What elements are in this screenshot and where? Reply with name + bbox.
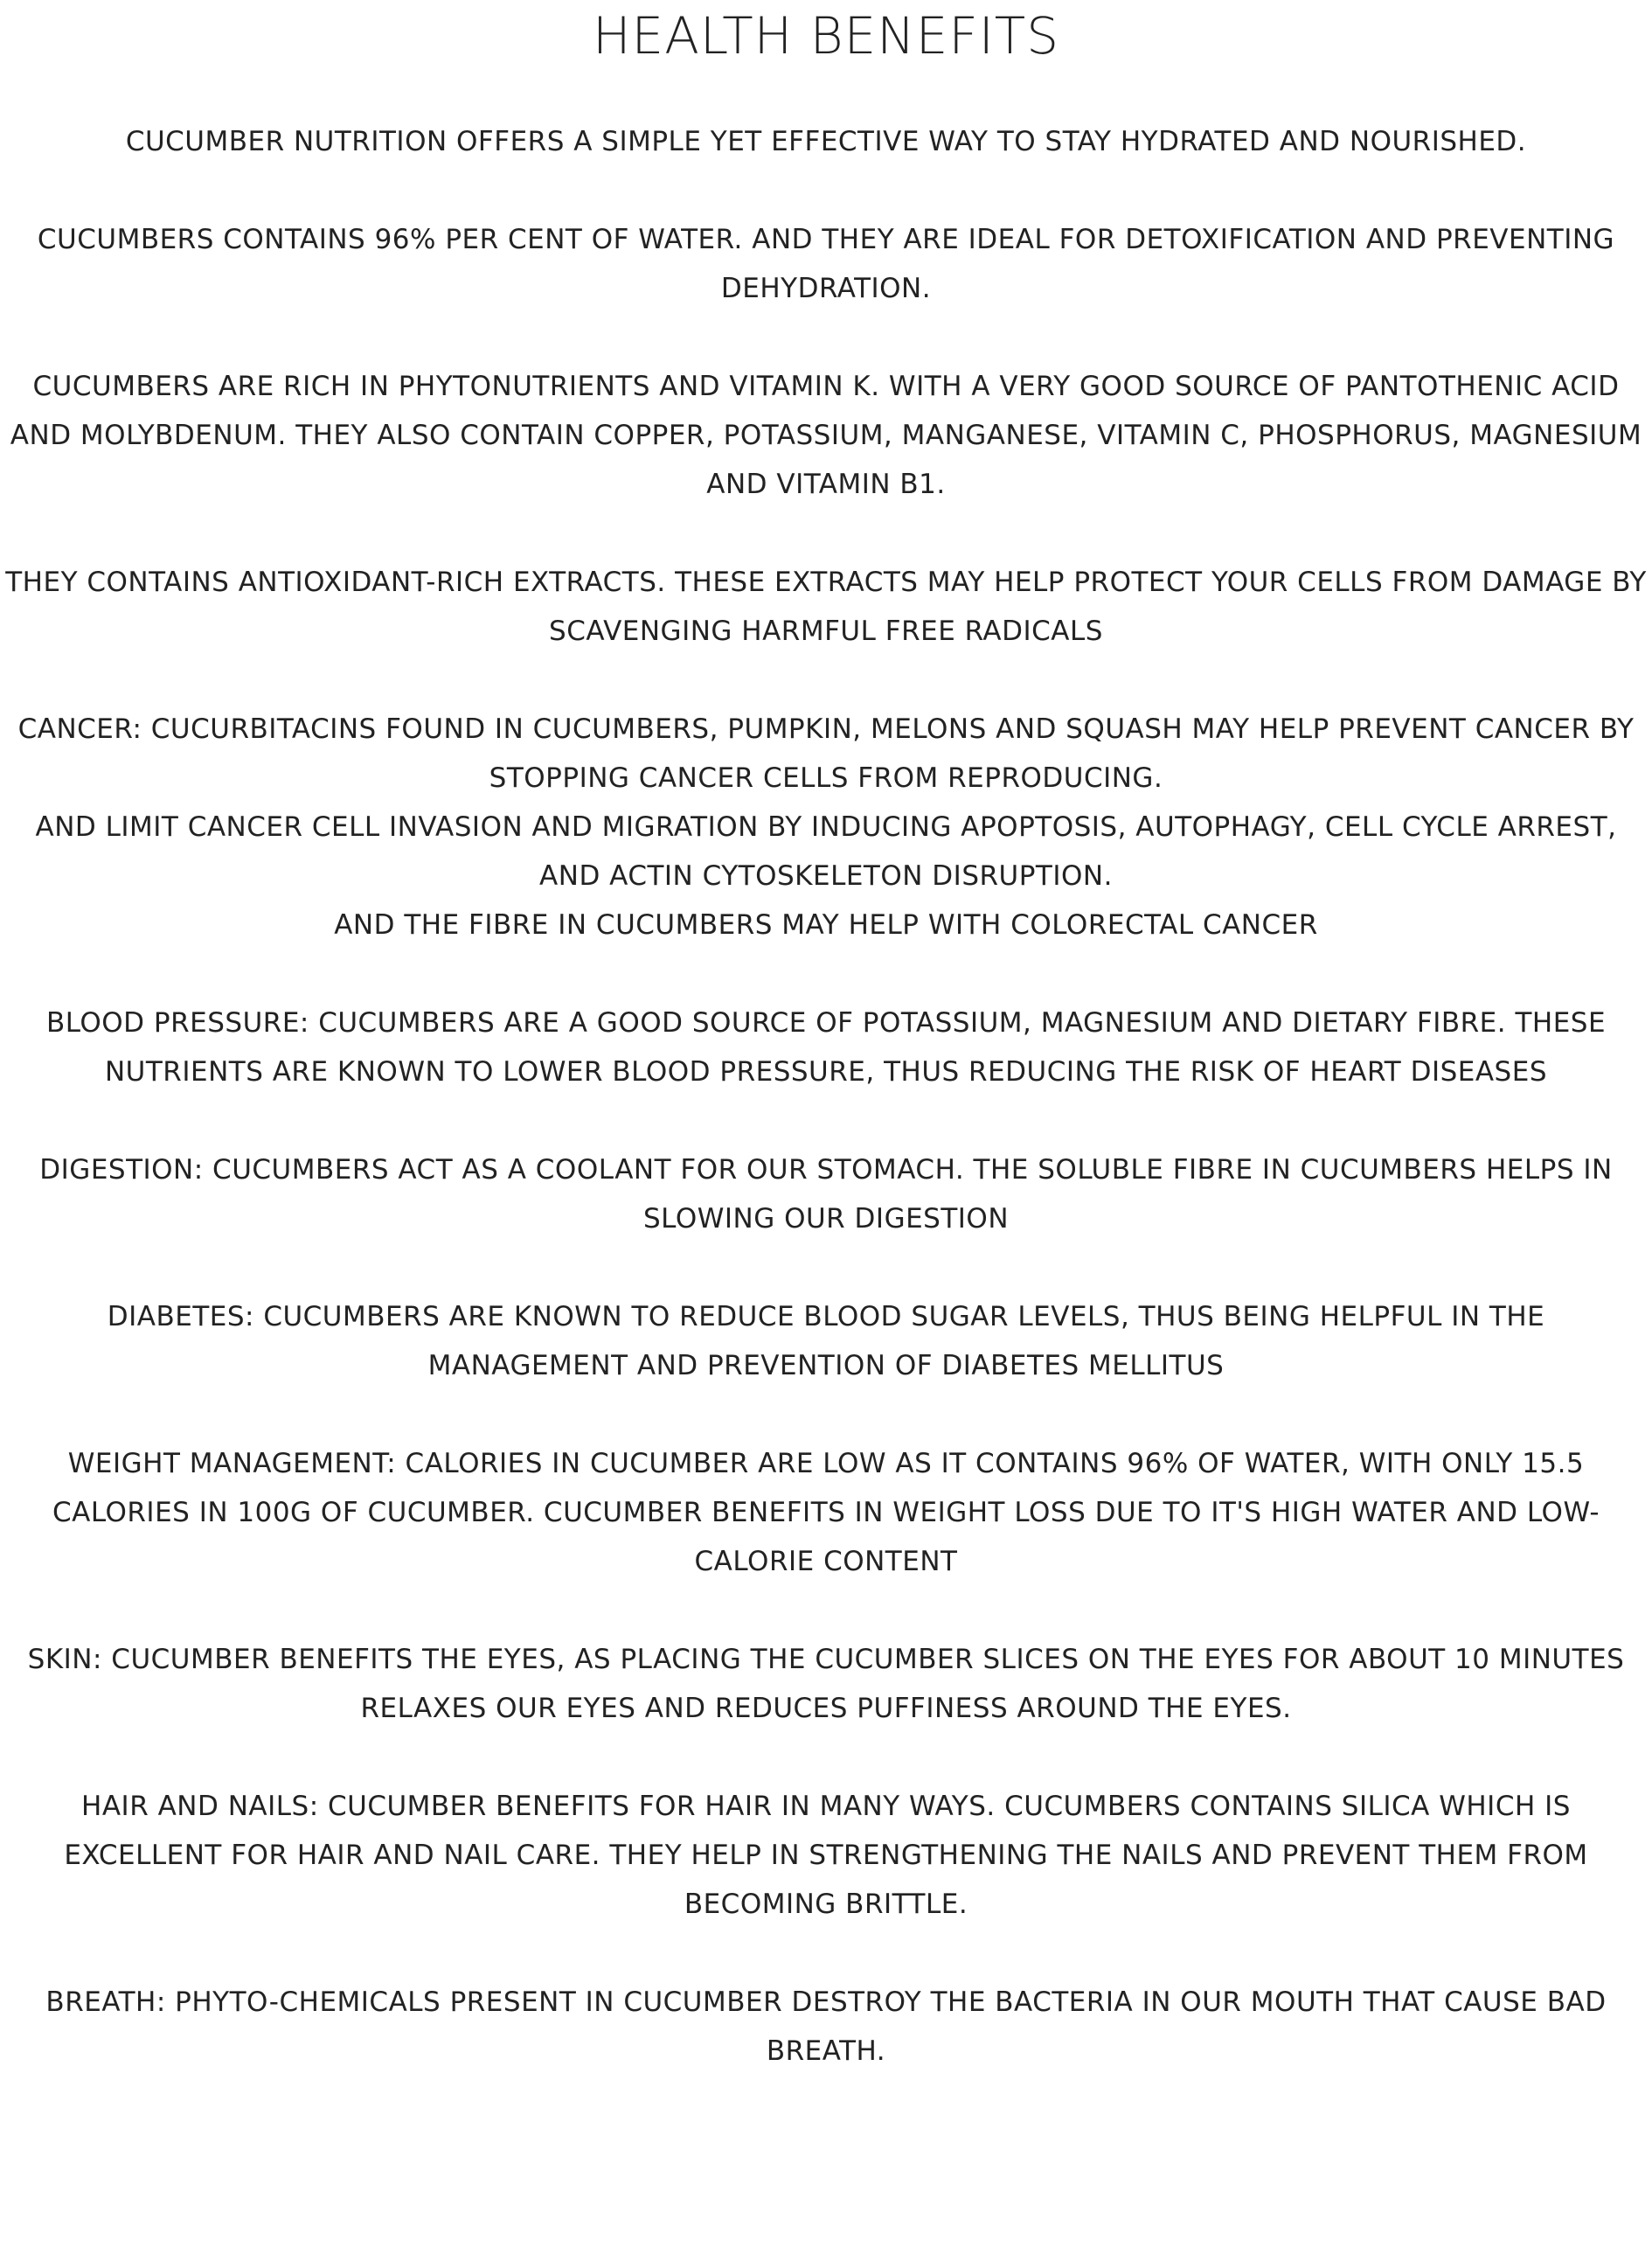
- paragraph-hydration: CUCUMBER NUTRITION OFFERS A SIMPLE YET EFFECTIVE WAY TO STAY HYDRATED AND NOURISHED.: [125, 126, 1527, 157]
- document-body: [3, 117, 1649, 2076]
- paragraph-skin: SKIN: CUCUMBER BENEFITS THE EYES, AS PLACING THE CUCUMBER SLICES ON THE EYES FOR ABOUT 10 MINUTES RELAXES OUR EYES AND REDUCES PUFFINESS AROUND THE EYES.: [27, 1644, 1625, 1724]
- paragraph-blood-pressure: BLOOD PRESSURE: CUCUMBERS ARE A GOOD SOURCE OF POTASSIUM, MAGNESIUM AND DIETARY FIBRE. THESE NUTRIENTS ARE KNOWN TO LOWER BLOOD PRESSURE, THUS REDUCING THE RISK OF HEART DISEASES: [45, 1007, 1607, 1088]
- paragraph-breath: BREATH: PHYTO-CHEMICALS PRESENT IN CUCUMBER DESTROY THE BACTERIA IN OUR MOUTH THAT CAUSE BAD BREATH.: [45, 1986, 1607, 2067]
- paragraph-hair-and-nails: HAIR AND NAILS: CUCUMBER BENEFITS FOR HAIR IN MANY WAYS. CUCUMBERS CONTAINS SILICA WHICH IS EXCELLENT FOR HAIR AND NAIL CARE. THEY HELP IN STRENGTHENING THE NAILS AND PREVENT THEM FROM BECOMING BRITTLE.: [64, 1791, 1588, 1920]
- paragraph-antioxidants: THEY CONTAINS ANTIOXIDANT-RICH EXTRACTS. THESE EXTRACTS MAY HELP PROTECT YOUR CELLS FROM DAMAGE BY SCAVENGING HARMFUL FREE RADICALS: [5, 567, 1647, 647]
- paragraph-digestion: DIGESTION: CUCUMBERS ACT AS A COOLANT FOR OUR STOMACH. THE SOLUBLE FIBRE IN CUCUMBERS HELPS IN SLOWING OUR DIGESTION: [39, 1154, 1613, 1235]
- paragraph-nutrients: CUCUMBERS ARE RICH IN PHYTONUTRIENTS AND VITAMIN K. WITH A VERY GOOD SOURCE OF PANTOTHENIC ACID AND MOLYBDENUM. THEY ALSO CONTAIN COPPER, POTASSIUM, MANGANESE, VITAMIN C, PHOSPHORUS, MAGNESIUM AND VITAMIN B1.: [10, 371, 1642, 500]
- paragraph-cancer-intro: CANCER: CUCURBITACINS FOUND IN CUCUMBERS, PUMPKIN, MELONS AND SQUASH MAY HELP PREVENT CANCER BY STOPPING CANCER CELLS FROM REPRODUCING.: [17, 713, 1635, 794]
- paragraph-water-content: CUCUMBERS CONTAINS 96% PER CENT OF WATER. AND THEY ARE IDEAL FOR DETOXIFICATION AND PREVENTING DEHYDRATION.: [37, 224, 1615, 304]
- paragraph-cancer-invasion: AND LIMIT CANCER CELL INVASION AND MIGRATION BY INDUCING APOPTOSIS, AUTOPHAGY, CELL CYCLE ARREST, AND ACTIN CYTOSKELETON DISRUPTION.: [35, 811, 1617, 892]
- section-cancer: [3, 705, 1649, 950]
- paragraph-diabetes: DIABETES: CUCUMBERS ARE KNOWN TO REDUCE BLOOD SUGAR LEVELS, THUS BEING HELPFUL IN THE MANAGEMENT AND PREVENTION OF DIABETES MELLITUS: [107, 1301, 1545, 1381]
- page-title: HEALTH BENEFITS: [592, 6, 1060, 66]
- paragraph-weight-management: WEIGHT MANAGEMENT: CALORIES IN CUCUMBER ARE LOW AS IT CONTAINS 96% OF WATER, WITH ONLY 15.5 CALORIES IN 100G OF CUCUMBER. CUCUMBER BENEFITS IN WEIGHT LOSS DUE TO IT'S HIGH WATER AND LOW-CALORIE CONTENT: [52, 1448, 1600, 1577]
- paragraph-cancer-fibre: AND THE FIBRE IN CUCUMBERS MAY HELP WITH COLORECTAL CANCER: [334, 909, 1318, 941]
